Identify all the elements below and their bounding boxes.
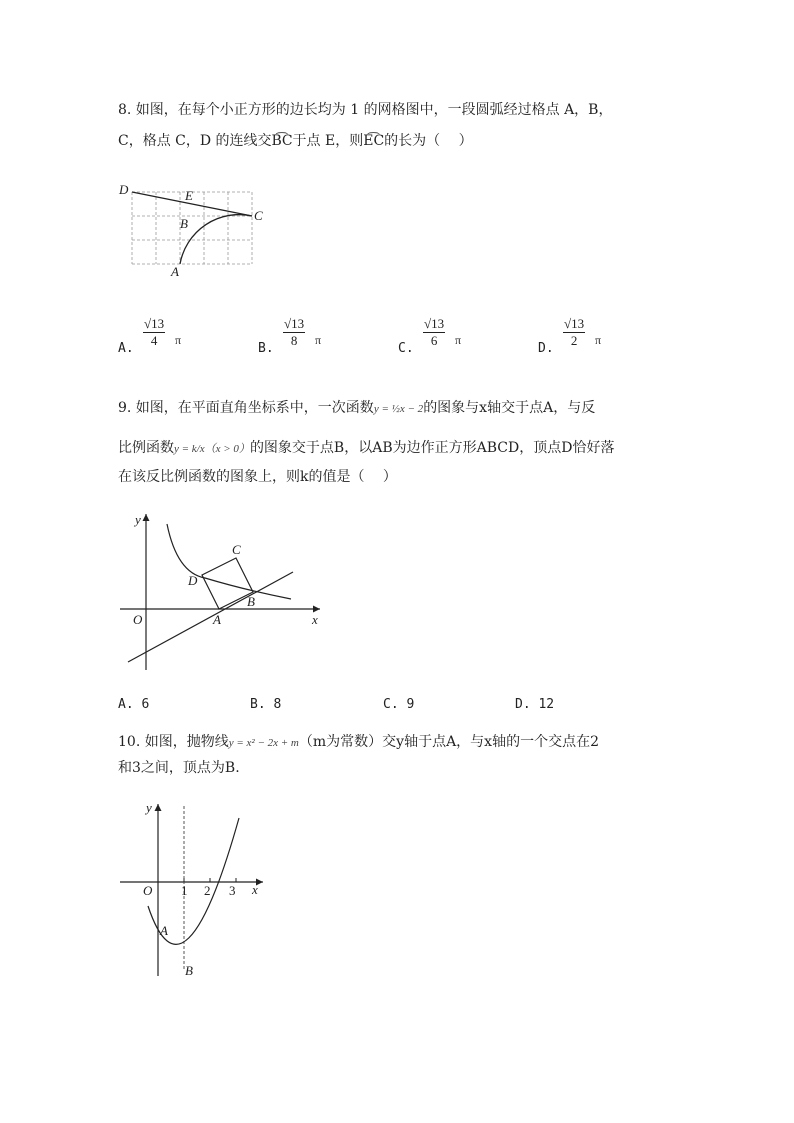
q10-line2: 和3之间，顶点为B.	[118, 760, 240, 776]
q9-line1-equation: y = ½x − 2	[373, 403, 424, 415]
q9-label-y: y	[135, 512, 141, 527]
q8-option-d-num: √13	[564, 316, 585, 331]
q8-option-d-frac	[563, 316, 585, 349]
q9-line2-text-a: 比例函数	[118, 440, 174, 456]
q9-figure	[115, 508, 330, 673]
q10-figure	[115, 798, 270, 983]
q10-tick-label-2: 2	[204, 883, 211, 898]
q8-label-a: A	[171, 264, 179, 278]
q9-line1	[118, 399, 595, 418]
q9-label-d: D	[188, 573, 198, 588]
q8-option-b-den: 8	[290, 333, 298, 348]
q8-option-b-frac	[283, 316, 305, 349]
q8-label-b: B	[180, 216, 188, 231]
q10-line1-equation: y = x² − 2x + m	[228, 737, 299, 749]
q9-option-b: B. 8	[250, 697, 282, 712]
q9-line1-text-a: 9. 如图，在平面直角坐标系中，一次函数	[118, 400, 374, 416]
q8-option-b-num: √13	[284, 316, 305, 331]
q8-option-b-pi: π	[315, 333, 322, 347]
q8-option-c-letter: C.	[398, 341, 414, 356]
q9-line1-text-b: 的图象与x轴交于点A，与反	[423, 400, 596, 416]
q10-label-b: B	[185, 963, 193, 978]
q9-label-c: C	[232, 542, 241, 557]
q9-line2-text-b: 的图象交于点B，以AB为边作正方形ABCD，顶点D恰好落	[249, 440, 615, 456]
q10-label-o: O	[143, 883, 153, 898]
q8-label-e: E	[185, 188, 193, 203]
q9-label-b: B	[247, 594, 255, 609]
q8-option-d-den: 2	[570, 333, 578, 348]
q8-option-d-letter: D.	[538, 341, 554, 356]
q9-line2-equation: y = k/x（x > 0）	[174, 443, 250, 455]
q10-label-a: A	[160, 923, 168, 938]
q9-label-x: x	[312, 612, 318, 627]
q10-tick-label-1: 1	[181, 883, 188, 898]
q8-option-a-letter: A.	[118, 341, 134, 356]
q8-line2: C，格点 C，D 的连线交B͡C于点 E，则E͡C的长为（ ）	[118, 133, 473, 149]
q8-option-c-pi: π	[455, 333, 462, 347]
q9-option-c: C. 9	[383, 697, 415, 712]
q9-option-a: A. 6	[118, 697, 150, 712]
q9-option-d: D. 12	[515, 697, 555, 712]
q9-line2	[118, 439, 614, 458]
q10-tick-label-3: 3	[229, 883, 236, 898]
q8-label-d: D	[119, 182, 129, 197]
q9-linear-graph	[128, 572, 293, 662]
q9-label-o: O	[133, 612, 143, 627]
q8-option-a-den: 4	[150, 333, 158, 348]
q8-arc	[180, 215, 252, 264]
q8-line1: 8. 如图，在每个小正方形的边长均为 1 的网格图中，一段圆弧经过格点 A，B，	[118, 102, 613, 118]
q8-option-c-den: 6	[430, 333, 438, 348]
q8-option-c-num: √13	[424, 316, 445, 331]
q8-option-a-pi: π	[175, 333, 182, 347]
q8-option-c-frac	[423, 316, 445, 349]
q10-line1-text-b: （m为常数）交y轴于点A，与x轴的一个交点在2	[298, 734, 599, 750]
q8-label-c: C	[254, 208, 263, 223]
q10-line1	[118, 733, 599, 752]
q8-option-a-num: √13	[144, 316, 165, 331]
q8-option-d-pi: π	[595, 333, 602, 347]
q9-line3: 在该反比例函数的图象上，则k的值是（ ）	[118, 469, 397, 485]
q8-figure	[115, 178, 275, 278]
q8-option-a-frac	[143, 316, 165, 349]
q9-square-abcd	[202, 558, 253, 609]
q9-label-a: A	[213, 612, 221, 627]
q8-option-b-letter: B.	[258, 341, 274, 356]
q10-label-y: y	[146, 800, 152, 815]
q10-label-x: x	[252, 882, 258, 897]
q10-line1-text-a: 10. 如图，抛物线	[118, 734, 229, 750]
